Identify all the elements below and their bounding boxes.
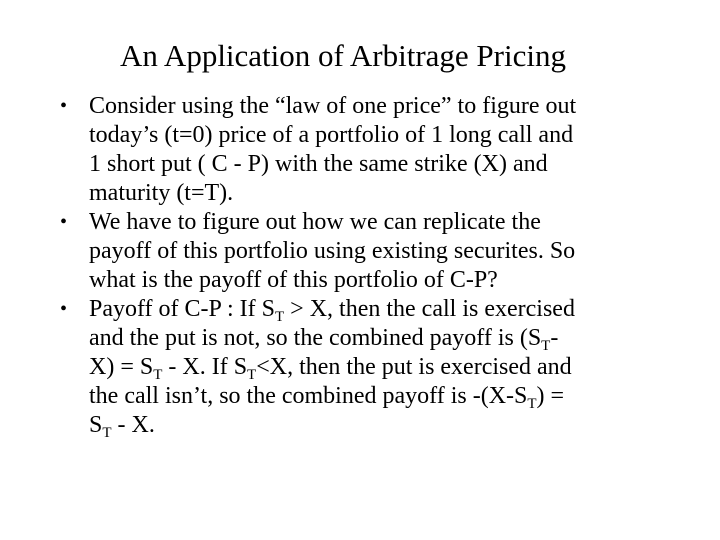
bullet-text-line [89,353,672,382]
bullet-text-line: payoff of this portfolio using existing securites. So [89,238,576,264]
subscript: T [102,425,112,441]
bullet-item [60,92,672,208]
text-run: S [89,412,103,438]
bullet-list [60,92,672,440]
bullet-text-line: Consider using the “law of one price” to figure out [89,93,577,119]
text-run: the call isn’t, so the combined payoff is -(X-S [89,383,528,409]
slide-title: An Application of Arbitrage Pricing [120,38,566,73]
subscript: T [153,367,163,383]
bullet-item [60,208,672,295]
subscript: T [247,367,257,383]
bullet-marker: • [60,298,68,320]
bullet-text-line [89,382,672,411]
text-run: > X, then the call is exercised [284,296,575,322]
subscript: T [275,309,285,325]
bullet-marker: • [60,211,68,233]
text-run: <X, then the put is exercised and [256,354,572,380]
bullet-text-line: what is the payoff of this portfolio of C-P? [89,267,498,293]
subscript: T [527,396,537,412]
bullet-text-line: today’s (t=0) price of a portfolio of 1 long call and [89,122,574,148]
text-run: - X. If S [162,354,248,380]
bullet-text-line: maturity (t=T). [89,180,234,206]
text-run: X) = S [89,354,154,380]
bullet-text-line [89,295,672,324]
text-run: - [550,325,559,351]
bullet-marker: • [60,95,68,117]
bullet-text-line: 1 short put ( C - P) with the same strike (X) and [89,151,548,177]
subscript: T [541,338,551,354]
bullet-text-line: We have to figure out how we can replicate the [89,209,541,235]
bullet-item [60,295,672,440]
text-run: and the put is not, so the combined payoff is (S [89,325,542,351]
bullet-text-line [89,324,672,353]
text-run: Payoff of C-P : If S [89,296,275,322]
text-run: - X. [111,412,155,438]
text-run: ) = [536,383,565,409]
bullet-text-line [89,411,672,440]
